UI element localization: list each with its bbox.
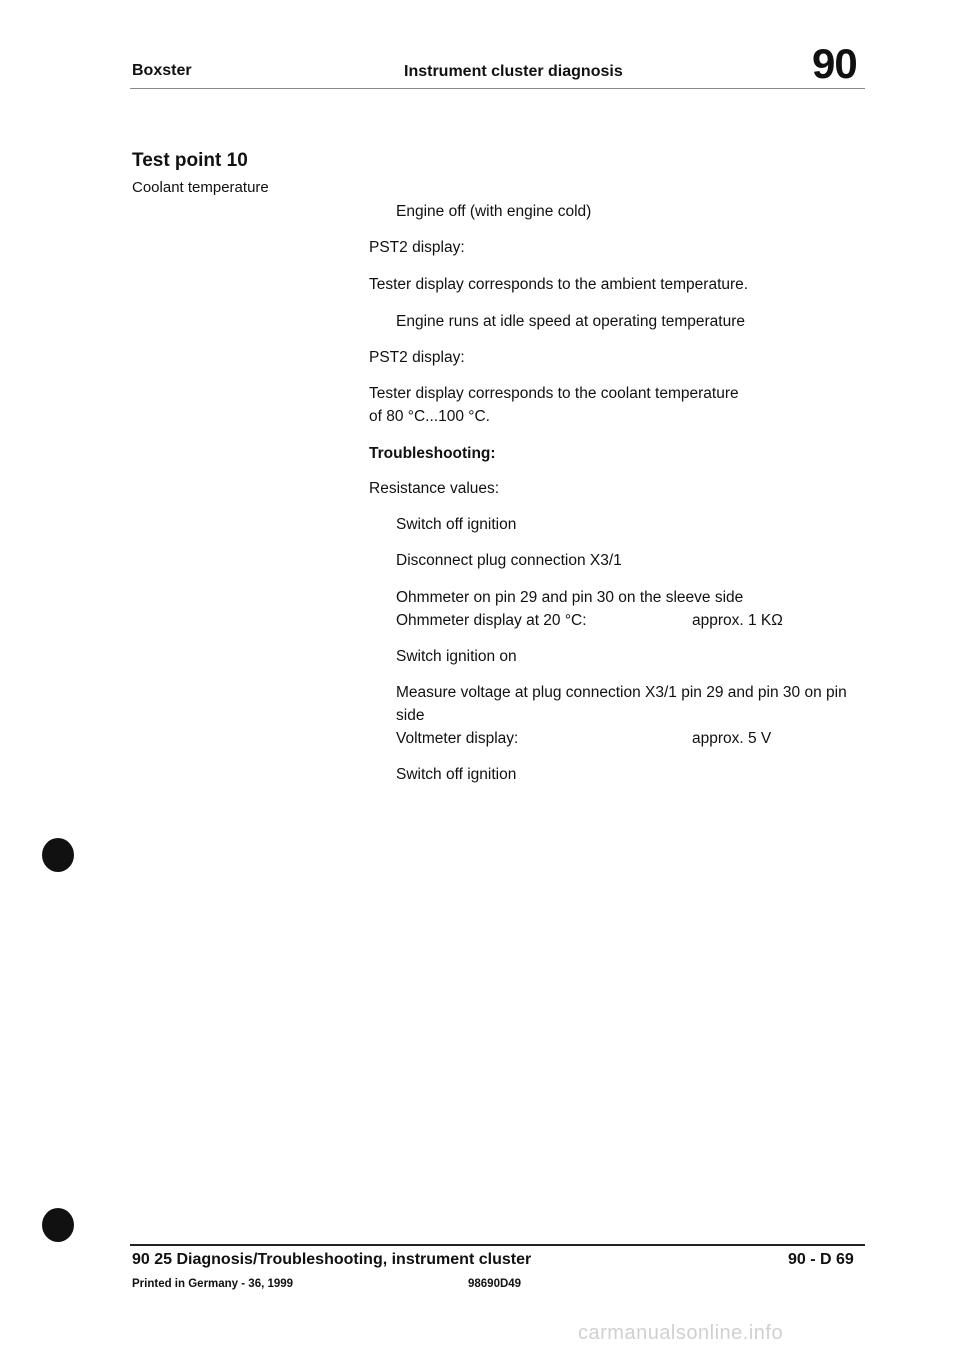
test-point-subject: Coolant temperature: [132, 179, 269, 196]
footer-title: 90 25 Diagnosis/Troubleshooting, instrument cluster: [132, 1251, 532, 1268]
header-section-title: Instrument cluster diagnosis: [404, 63, 623, 80]
pst2-display-label-1: PST2 display:: [369, 239, 465, 256]
ohmmeter-display-value: approx. 1 KΩ: [692, 612, 783, 629]
header-model: Boxster: [132, 62, 192, 79]
voltmeter-display-label: Voltmeter display:: [396, 730, 519, 747]
step-disconnect-plug: Disconnect plug connection X3/1: [396, 552, 622, 569]
footer-document-code: 98690D49: [468, 1278, 522, 1290]
step-engine-idle: Engine runs at idle speed at operating temperature: [396, 313, 745, 330]
header-divider: [130, 88, 865, 89]
tester-ambient-text: Tester display corresponds to the ambient temperature.: [369, 276, 749, 293]
resistance-values-label: Resistance values:: [369, 480, 500, 497]
test-point-title: Test point 10: [132, 150, 248, 171]
troubleshooting-heading: Troubleshooting:: [369, 445, 496, 462]
ohmmeter-display-label: Ohmmeter display at 20 °C:: [396, 612, 587, 629]
step-engine-off: Engine off (with engine cold): [396, 203, 592, 220]
footer-page-number: 90 - D 69: [788, 1251, 854, 1268]
watermark: carmanualsonline.info: [578, 1322, 784, 1344]
footer-printed-info: Printed in Germany - 36, 1999: [132, 1278, 294, 1290]
binder-hole-lower: [42, 1208, 74, 1242]
step-measure-voltage-line2: side: [396, 707, 425, 724]
header-group-number: 90: [812, 40, 857, 87]
step-ohmmeter-pins: Ohmmeter on pin 29 and pin 30 on the sleeve side: [396, 589, 744, 606]
voltmeter-display-value: approx. 5 V: [692, 730, 772, 747]
footer-divider: [130, 1244, 865, 1246]
tester-coolant-text-line1: Tester display corresponds to the coolant temperature: [369, 385, 739, 402]
step-switch-off-ignition-1: Switch off ignition: [396, 516, 517, 533]
step-switch-off-ignition-2: Switch off ignition: [396, 766, 517, 783]
step-switch-ignition-on: Switch ignition on: [396, 648, 517, 665]
step-measure-voltage-line1: Measure voltage at plug connection X3/1 pin 29 and pin 30 on pin: [396, 684, 847, 701]
pst2-display-label-2: PST2 display:: [369, 349, 465, 366]
binder-hole-upper: [42, 838, 74, 872]
tester-coolant-text-line2: of 80 °C...100 °C.: [369, 408, 490, 425]
